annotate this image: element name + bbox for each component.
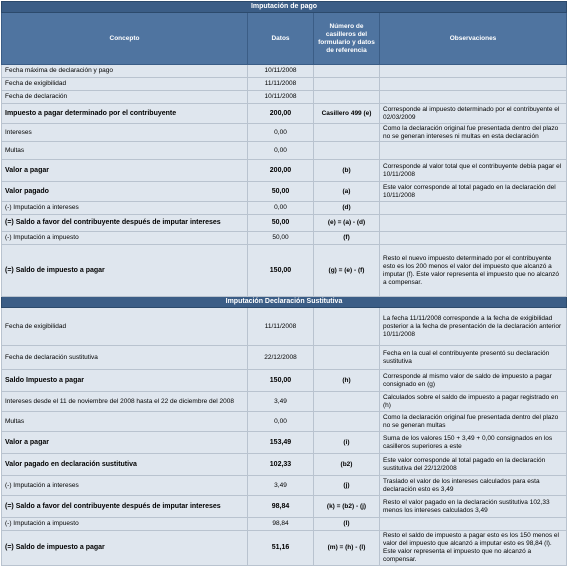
reference-cell — [314, 65, 380, 78]
datos-cell: 3,49 — [248, 392, 314, 412]
table-row — [2, 432, 567, 454]
observaciones-cell: Resto el saldo de impuesto a pagar esto es los 150 menos el valor del impuesto que alcanzó a imputar esto es 98,84 (l). Este valor representa el impuesto que no alcanzó a compensar. — [380, 531, 567, 566]
reference-cell: (b2) — [314, 454, 380, 476]
reference-cell: Casillero 499 (e) — [314, 104, 380, 124]
observaciones-cell: Fecha en la cual el contribuyente presentó su declaración sustitutiva — [380, 346, 567, 370]
concepto-cell: Fecha máxima de declaración y pago — [2, 65, 248, 78]
table-row — [2, 518, 567, 531]
reference-cell: (b) — [314, 160, 380, 182]
reference-cell: (e) = (a) - (d) — [314, 215, 380, 232]
reference-cell: (m) = (h) - (l) — [314, 531, 380, 566]
observaciones-cell: Traslado el valor de los intereses calculados para esta declaración esto es 3,49 — [380, 476, 567, 496]
header-casilleros: Número de casilleros del formulario y datos de referencia — [314, 13, 380, 65]
observaciones-cell — [380, 232, 567, 245]
concepto-cell: Fecha de exigibilidad — [2, 78, 248, 91]
concepto-cell: (-) Imputación a intereses — [2, 202, 248, 215]
table-row — [2, 65, 567, 78]
concepto-cell: Valor a pagar — [2, 160, 248, 182]
observaciones-cell: Suma de los valores 150 + 3,49 + 0,00 consignados en los casilleros superiores a este — [380, 432, 567, 454]
observaciones-cell: La fecha 11/11/2008 corresponde a la fecha de exigibilidad posterior a la fecha de presentación de la declaración anterior 10/11/2008 — [380, 308, 567, 346]
observaciones-cell: Este valor corresponde al total pagado en la declaración sustitutiva del 22/12/2008 — [380, 454, 567, 476]
observaciones-cell: Calculados sobre el saldo de impuesto a pagar registrado en (h) — [380, 392, 567, 412]
datos-cell: 153,49 — [248, 432, 314, 454]
concepto-cell: Intereses desde el 11 de noviembre del 2008 hasta el 22 de diciembre del 2008 — [2, 392, 248, 412]
observaciones-cell — [380, 215, 567, 232]
concepto-cell: Valor pagado en declaración sustitutiva — [2, 454, 248, 476]
datos-cell: 98,84 — [248, 496, 314, 518]
header-row — [2, 13, 567, 65]
concepto-cell: Multas — [2, 412, 248, 432]
reference-cell: (g) = (e) - (f) — [314, 245, 380, 297]
datos-cell: 200,00 — [248, 160, 314, 182]
table-row — [2, 476, 567, 496]
imputation-table — [1, 1, 567, 566]
observaciones-cell: Resto el valor pagado en la declaración sustitutiva 102,33 menos los intereses calculados 3,49 — [380, 496, 567, 518]
datos-cell: 11/11/2008 — [248, 78, 314, 91]
observaciones-cell: Corresponde al impuesto determinado por el contribuyente el 02/03/2009 — [380, 104, 567, 124]
datos-cell: 50,00 — [248, 215, 314, 232]
datos-cell: 50,00 — [248, 182, 314, 202]
concepto-cell: Fecha de declaración — [2, 91, 248, 104]
reference-cell: (i) — [314, 432, 380, 454]
concepto-cell: Fecha de declaración sustitutiva — [2, 346, 248, 370]
table-row — [2, 392, 567, 412]
reference-cell — [314, 412, 380, 432]
table-row — [2, 202, 567, 215]
observaciones-cell: Corresponde al valor total que el contribuyente debía pagar el 10/11/2008 — [380, 160, 567, 182]
table-row — [2, 91, 567, 104]
datos-cell: 51,16 — [248, 531, 314, 566]
reference-cell: (l) — [314, 518, 380, 531]
observaciones-cell: Como la declaración original fue presentada dentro del plazo no se generan intereses ni multas en esta declaración — [380, 124, 567, 142]
table-row — [2, 496, 567, 518]
observaciones-cell: Este valor corresponde al total pagado en la declaración del 10/11/2008 — [380, 182, 567, 202]
reference-cell — [314, 91, 380, 104]
table-row — [2, 232, 567, 245]
table-row — [2, 370, 567, 392]
concepto-cell: Valor a pagar — [2, 432, 248, 454]
table-row — [2, 215, 567, 232]
observaciones-cell — [380, 65, 567, 78]
concepto-cell: (-) Imputación a impuesto — [2, 518, 248, 531]
section1-title-row — [2, 2, 567, 13]
observaciones-cell — [380, 91, 567, 104]
table-row — [2, 124, 567, 142]
table-row — [2, 346, 567, 370]
reference-cell: (a) — [314, 182, 380, 202]
datos-cell: 150,00 — [248, 370, 314, 392]
observaciones-cell: Corresponde al mismo valor de saldo de impuesto a pagar consignado en (g) — [380, 370, 567, 392]
concepto-cell: (=) Saldo de impuesto a pagar — [2, 245, 248, 297]
datos-cell: 150,00 — [248, 245, 314, 297]
datos-cell: 0,00 — [248, 124, 314, 142]
concepto-cell: Valor pagado — [2, 182, 248, 202]
concepto-cell: Impuesto a pagar determinado por el contribuyente — [2, 104, 248, 124]
concepto-cell: (-) Imputación a intereses — [2, 476, 248, 496]
datos-cell: 11/11/2008 — [248, 308, 314, 346]
reference-cell — [314, 78, 380, 91]
table-row — [2, 160, 567, 182]
datos-cell: 0,00 — [248, 142, 314, 160]
reference-cell — [314, 308, 380, 346]
header-concepto: Concepto — [2, 13, 248, 65]
section2-title: Imputación Declaración Sustitutiva — [2, 297, 567, 308]
concepto-cell: (=) Saldo de impuesto a pagar — [2, 531, 248, 566]
reference-cell: (h) — [314, 370, 380, 392]
reference-cell: (k) = (b2) - (j) — [314, 496, 380, 518]
concepto-cell: (=) Saldo a favor del contribuyente después de imputar intereses — [2, 215, 248, 232]
datos-cell: 10/11/2008 — [248, 91, 314, 104]
observaciones-cell — [380, 518, 567, 531]
concepto-cell: Intereses — [2, 124, 248, 142]
table-row — [2, 182, 567, 202]
datos-cell: 200,00 — [248, 104, 314, 124]
reference-cell — [314, 142, 380, 160]
concepto-cell: Multas — [2, 142, 248, 160]
table-row — [2, 104, 567, 124]
observaciones-cell — [380, 78, 567, 91]
table-row — [2, 245, 567, 297]
observaciones-cell: Como la declaración original fue presentada dentro del plazo no se generan multas — [380, 412, 567, 432]
table-row — [2, 78, 567, 91]
section1-title: Imputación de pago — [2, 2, 567, 13]
reference-cell: (f) — [314, 232, 380, 245]
observaciones-cell: Resto el nuevo impuesto determinado por el contribuyente esto es los 200 menos el valor del impuesto que alcanzó a imputar (f). Este valor representa el impuesto que no alcanzó a compensar. — [380, 245, 567, 297]
table-row — [2, 454, 567, 476]
observaciones-cell — [380, 142, 567, 160]
concepto-cell: (-) Imputación a impuesto — [2, 232, 248, 245]
table-row — [2, 308, 567, 346]
datos-cell: 98,84 — [248, 518, 314, 531]
datos-cell: 50,00 — [248, 232, 314, 245]
header-datos: Datos — [248, 13, 314, 65]
datos-cell: 3,49 — [248, 476, 314, 496]
concepto-cell: Fecha de exigibilidad — [2, 308, 248, 346]
datos-cell: 0,00 — [248, 412, 314, 432]
datos-cell: 10/11/2008 — [248, 65, 314, 78]
section2-title-row — [2, 297, 567, 308]
datos-cell: 0,00 — [248, 202, 314, 215]
payment-imputation-document — [1, 1, 566, 565]
reference-cell — [314, 346, 380, 370]
reference-cell — [314, 124, 380, 142]
header-observaciones: Observaciones — [380, 13, 567, 65]
table-row — [2, 531, 567, 566]
reference-cell: (d) — [314, 202, 380, 215]
reference-cell: (j) — [314, 476, 380, 496]
concepto-cell: (=) Saldo a favor del contribuyente después de imputar intereses — [2, 496, 248, 518]
table-row — [2, 412, 567, 432]
table-row — [2, 142, 567, 160]
observaciones-cell — [380, 202, 567, 215]
reference-cell — [314, 392, 380, 412]
concepto-cell: Saldo Impuesto a pagar — [2, 370, 248, 392]
datos-cell: 22/12/2008 — [248, 346, 314, 370]
datos-cell: 102,33 — [248, 454, 314, 476]
